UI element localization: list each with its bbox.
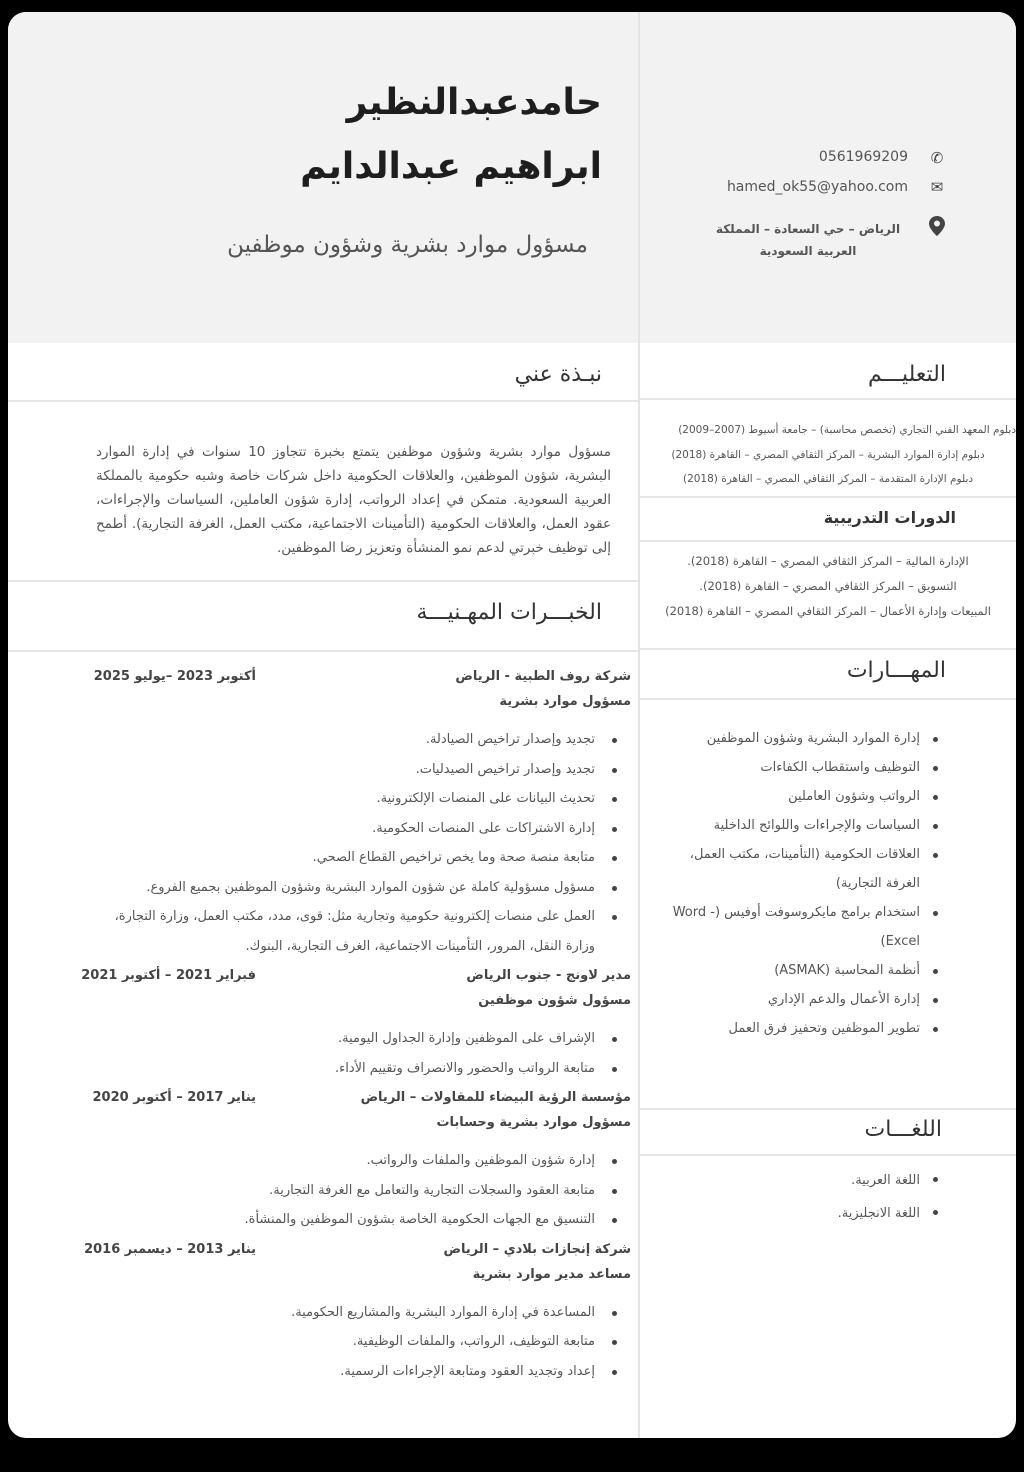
job-role: مسؤول موارد بشرية وحسابات: [436, 1115, 631, 1130]
job-bullet: تجديد وإصدار تراخيص الصيدليات.: [96, 755, 621, 785]
job-company: شركة روف الطبية - الرياض: [455, 669, 631, 684]
resume-page: [8, 12, 1016, 1438]
name-line-1: حامدعبدالنظير: [346, 82, 602, 123]
course-item: التسويق – المركز الثقافي المصري – القاهرة (2018).: [699, 579, 957, 593]
email: hamed_ok55@yahoo.com: [726, 179, 908, 195]
column-divider: [638, 12, 640, 1438]
job-bullet: تحديث البيانات على المنصات الإلكترونية.: [96, 784, 621, 814]
job-entry: [93, 664, 631, 961]
language-item: اللغة العربية.: [742, 1164, 942, 1197]
job-title: مسؤول موارد بشرية وشؤون موظفين: [227, 232, 588, 258]
job-dates: يناير 2017 – أكتوبر 2020: [92, 1090, 256, 1105]
name-line-2: ابراهيم عبدالدايم: [300, 146, 602, 187]
job-bullets: [96, 1024, 621, 1083]
skill-item: تطوير الموظفين وتحفيز فرق العمل: [672, 1014, 942, 1043]
job-entry: [81, 963, 631, 1083]
job-bullet: المساعدة في إدارة الموارد البشرية والمشاريع الحكومية.: [96, 1298, 621, 1328]
job-bullet: إدارة الاشتراكات على المنصات الحكومية.: [96, 814, 621, 844]
job-company: مؤسسة الرؤية البيضاء للمقاولات – الرياض: [360, 1090, 631, 1105]
job-dates: فبراير 2021 – أكتوبر 2021: [81, 968, 256, 983]
about-title: نبـذة عني: [514, 362, 602, 387]
education-item: دبلوم المعهد الفني التجاري (تخصص محاسبة) – جامعة أسيوط (2007–2009): [678, 424, 1016, 436]
job-bullet: متابعة التوظيف، الرواتب، والملفات الوظيفية.: [96, 1327, 621, 1357]
job-role: مسؤول موارد بشرية: [499, 694, 631, 709]
job-bullet: الإشراف على الموظفين وإدارة الجداول اليومية.: [96, 1024, 621, 1054]
job-bullet: متابعة الرواتب والحضور والانصراف وتقييم الأداء.: [96, 1054, 621, 1084]
job-bullet: إدارة شؤون الموظفين والملفات والرواتب.: [96, 1146, 621, 1176]
skill-item: التوظيف واستقطاب الكفاءات: [672, 753, 942, 782]
phone-icon: ✆: [930, 149, 944, 167]
job-company: مدير لاونج - جنوب الرياض: [466, 968, 631, 983]
job-bullets: [96, 1298, 621, 1387]
skills-list: [672, 724, 942, 1043]
course-item: المبيعات وإدارة الأعمال – المركز الثقافي المصري – القاهرة (2018): [665, 604, 991, 618]
experience-title: الخبـــرات المهـنيـــة: [416, 600, 602, 625]
courses-list: [640, 549, 1016, 624]
job-bullet: متابعة منصة صحة وما يخص تراخيص القطاع الصحي.: [96, 843, 621, 873]
skill-item: استخدام برامج مايكروسوفت أوفيس (Word - Excel): [672, 898, 942, 956]
languages-title: اللغـــات: [864, 1117, 942, 1142]
job-bullet: تجديد وإصدار تراخيص الصيادلة.: [96, 725, 621, 755]
education-item: دبلوم الإدارة المتقدمة – المركز الثقافي المصري – القاهرة (2018): [682, 473, 974, 485]
skill-item: إدارة الموارد البشرية وشؤون الموظفين: [672, 724, 942, 753]
job-bullet: التنسيق مع الجهات الحكومية الخاصة بشؤون الموظفين والمنشأة.: [96, 1205, 621, 1235]
job-dates: يناير 2013 – ديسمبر 2016: [84, 1241, 256, 1257]
address: [708, 222, 908, 258]
skills-title: المهـــارات: [846, 658, 946, 683]
address-line-2: العربية السعودية: [759, 244, 857, 258]
skill-item: أنظمة المحاسبة (ASMAK): [672, 956, 942, 985]
education-item: دبلوم إدارة الموارد البشرية – المركز الثقافي المصري – القاهرة (2018): [671, 448, 985, 461]
map-pin-icon: [928, 216, 946, 234]
job-entry: [84, 1237, 631, 1387]
job-role: مسؤول شؤون موظفين: [478, 993, 631, 1008]
job-bullets: [96, 725, 621, 961]
skill-item: السياسات والإجراءات واللوائح الداخلية: [672, 811, 942, 840]
skill-item: إدارة الأعمال والدعم الإداري: [672, 985, 942, 1014]
job-role: مساعد مدير موارد بشرية: [472, 1266, 631, 1282]
envelope-icon: ✉: [930, 178, 944, 196]
language-item: اللغة الانجليزية.: [742, 1197, 942, 1230]
address-line-1: الرياض – حي السعادة – المملكة: [715, 222, 901, 236]
education-list: [640, 418, 1016, 492]
job-bullet: العمل على منصات إلكترونية حكومية وتجارية مثل: قوى، مدد، مكتب العمل، وزارة التجارة، وزارة النقل، المرور، التأمينات الاجتماعية، الغرف التجارية، البنوك.: [96, 902, 621, 961]
education-title: التعليـــم: [868, 362, 946, 387]
languages-list: [742, 1164, 942, 1230]
experience-list: [81, 664, 631, 1386]
job-company: شركة إنجازات بلادي – الرياض: [443, 1241, 631, 1257]
skill-item: العلاقات الحكومية (التأمينات، مكتب العمل، الغرفة التجارية): [672, 840, 942, 898]
job-bullet: مسؤول مسؤولية كاملة عن شؤون الموارد البشرية وشؤون الموظفين بجميع الفروع.: [96, 873, 621, 903]
courses-title: الدورات التدريبية: [823, 508, 956, 527]
job-dates: أكتوبر 2023 –يوليو 2025: [93, 669, 256, 684]
job-bullet: متابعة العقود والسجلات التجارية والتعامل مع الغرفة التجارية.: [96, 1176, 621, 1206]
job-bullets: [96, 1146, 621, 1235]
job-entry: [92, 1085, 631, 1235]
job-bullet: إعداد وتجديد العقود ومتابعة الإجراءات الرسمية.: [96, 1357, 621, 1387]
course-item: الإدارة المالية – المركز الثقافي المصري – القاهرة (2018).: [687, 554, 969, 568]
phone: 0561969209: [818, 149, 908, 165]
about-text: مسؤول موارد بشرية وشؤون موظفين يتمتع بخبرة تتجاوز 10 سنوات في إدارة الموارد البشرية، شؤون الموظفين، والعلاقات الحكومية داخل شركات خاصة وشبه حكومية بالمملكة العربية السعودية. متمكن في إعداد الرواتب، إدارة شؤون العاملين، السياسات والإجراءات، عقود العمل، والعلاقات الحكومية (التأمينات الاجتماعية، مكتب العمل، الغرفة التجارية). أطمح إلى توظيف خبرتي لدعم نمو المنشأة وتعزيز رضا الموظفين.: [96, 444, 611, 556]
skill-item: الرواتب وشؤون العاملين: [672, 782, 942, 811]
